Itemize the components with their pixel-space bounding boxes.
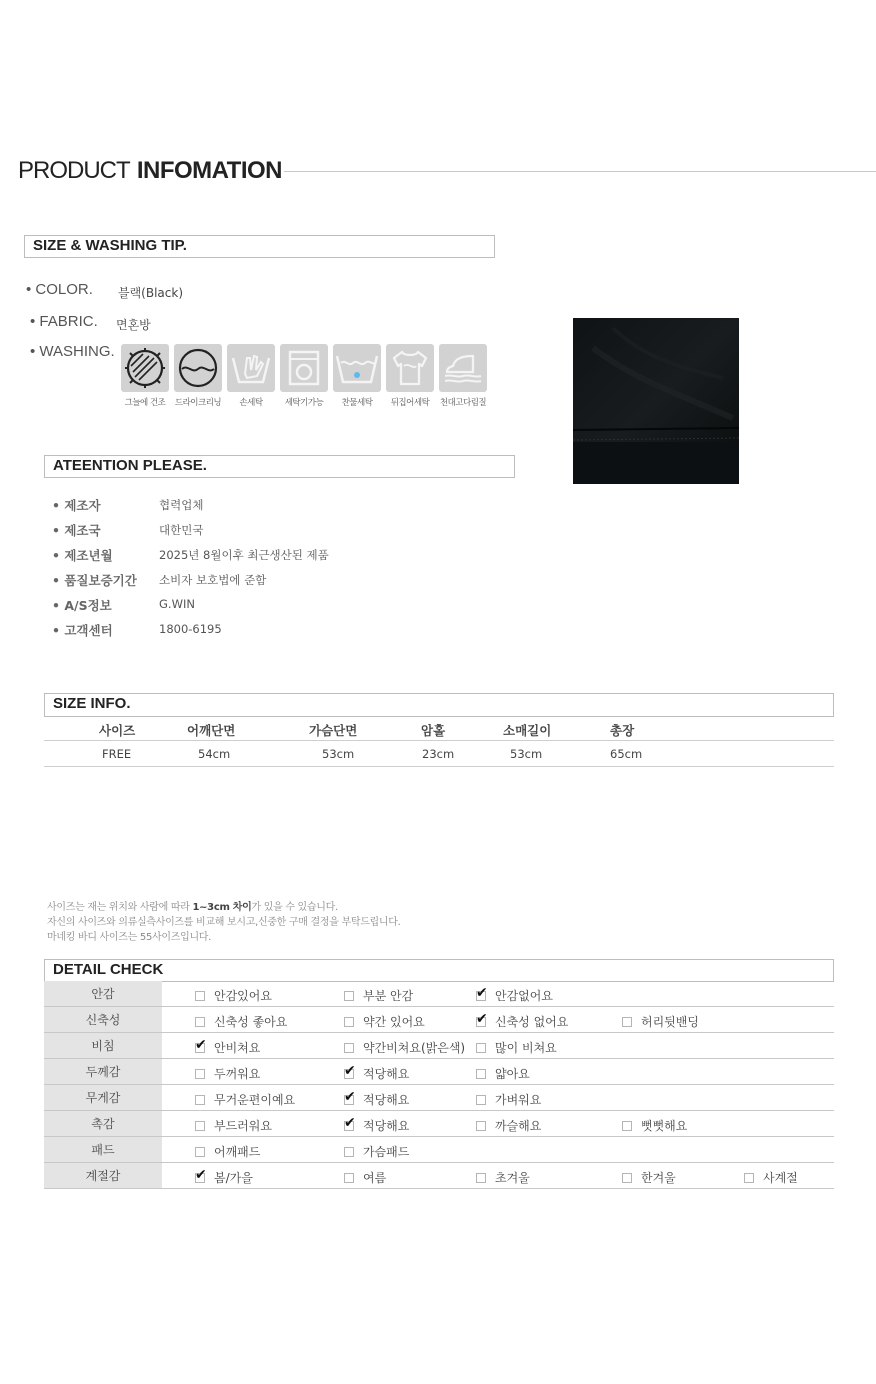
checkmark-icon: ✔ bbox=[476, 984, 488, 1001]
wash-caption: 뒤집어세탁 bbox=[390, 398, 430, 408]
detail-check-options bbox=[162, 1137, 834, 1163]
detail-check-row-label: 촉감 bbox=[44, 1111, 162, 1137]
checkmark-icon: ✔ bbox=[195, 1166, 207, 1183]
detail-check-options bbox=[162, 981, 834, 1007]
checkbox[interactable] bbox=[476, 1121, 486, 1131]
detail-check-option[interactable] bbox=[195, 1166, 253, 1186]
checkbox[interactable] bbox=[195, 991, 205, 1001]
color-label: • COLOR. bbox=[26, 281, 93, 298]
washing-section-header: SIZE & WASHING TIP. bbox=[24, 235, 495, 258]
detail-check-row-label: 계절감 bbox=[44, 1163, 162, 1189]
machine-wash-icon bbox=[280, 344, 328, 392]
checkbox-checked[interactable] bbox=[476, 1010, 488, 1027]
detail-check-options bbox=[162, 1059, 834, 1085]
detail-check-option[interactable] bbox=[476, 1039, 557, 1056]
detail-check-row bbox=[44, 1085, 834, 1111]
detail-check-option[interactable] bbox=[344, 1062, 410, 1082]
country-value: 대한민국 bbox=[159, 523, 204, 537]
detail-check-option-label: 적당해요 bbox=[363, 1067, 410, 1081]
detail-check-option[interactable] bbox=[344, 1143, 409, 1160]
size-table-divider bbox=[44, 740, 834, 741]
detail-check-option[interactable] bbox=[476, 984, 553, 1004]
size-note-line-3: 마네킹 바디 사이즈는 55사이즈입니다. bbox=[47, 932, 212, 943]
wash-caption: 천대고다림질 bbox=[439, 398, 487, 408]
checkbox-checked[interactable] bbox=[344, 1062, 356, 1079]
iron-cloth-icon bbox=[439, 344, 487, 392]
page-title bbox=[18, 156, 282, 185]
detail-check-row bbox=[44, 1137, 834, 1163]
detail-check-option[interactable] bbox=[344, 1169, 386, 1186]
detail-check-option[interactable] bbox=[195, 1013, 287, 1030]
detail-check-options bbox=[162, 1111, 834, 1137]
size-note-line-2: 자신의 사이즈와 의류실측사이즈를 비교해 보시고,신중한 구매 결정을 부탁드립니다. bbox=[47, 917, 401, 928]
detail-check-option[interactable] bbox=[622, 1013, 699, 1030]
checkbox-checked[interactable] bbox=[344, 1114, 356, 1131]
checkbox[interactable] bbox=[195, 1147, 205, 1157]
detail-check-option[interactable] bbox=[476, 1117, 541, 1134]
detail-check-option-label: 가벼워요 bbox=[495, 1093, 542, 1107]
detail-check-option-label: 초겨울 bbox=[495, 1171, 530, 1185]
size-header: 소매길이 bbox=[503, 723, 552, 738]
checkbox-checked[interactable] bbox=[344, 1088, 356, 1105]
detail-check-option[interactable] bbox=[476, 1065, 530, 1082]
detail-check-row-label: 비침 bbox=[44, 1033, 162, 1059]
country-label: • 제조국 bbox=[52, 523, 101, 538]
detail-check-option-label: 부드러워요 bbox=[214, 1119, 272, 1133]
detail-check-option-label: 약간비쳐요(밝은색) bbox=[363, 1041, 466, 1055]
checkbox[interactable] bbox=[344, 1147, 354, 1157]
checkbox[interactable] bbox=[195, 1069, 205, 1079]
size-value: 53cm bbox=[322, 747, 355, 761]
detail-check-option-label: 여름 bbox=[363, 1171, 387, 1185]
manufacture-date-value: 2025년 8월이후 최근생산된 제품 bbox=[159, 548, 329, 562]
detail-check-option[interactable] bbox=[195, 1117, 272, 1134]
size-header: 총장 bbox=[610, 723, 635, 738]
size-header: 사이즈 bbox=[99, 723, 136, 738]
detail-check-row-label: 안감 bbox=[44, 981, 162, 1007]
warranty-label: • 품질보증기간 bbox=[52, 573, 137, 588]
checkbox[interactable] bbox=[476, 1069, 486, 1079]
size-value: 65cm bbox=[610, 747, 643, 761]
checkbox[interactable] bbox=[476, 1173, 486, 1183]
title-divider bbox=[284, 171, 876, 172]
detail-check-option-label: 허리뒷밴딩 bbox=[641, 1015, 699, 1029]
fabric-label: • FABRIC. bbox=[30, 313, 98, 330]
detail-check-option-label: 얇아요 bbox=[495, 1067, 530, 1081]
detail-check-option[interactable] bbox=[344, 1013, 425, 1030]
detail-check-option[interactable] bbox=[195, 1036, 261, 1056]
detail-check-options bbox=[162, 1163, 834, 1189]
detail-check-option-label: 안비쳐요 bbox=[214, 1041, 261, 1055]
dry-clean-icon bbox=[174, 344, 222, 392]
wash-caption: 세탁기가능 bbox=[284, 398, 324, 408]
manufacturer-label: • 제조자 bbox=[52, 498, 101, 513]
size-value: 53cm bbox=[510, 747, 543, 761]
detail-check-row bbox=[44, 1007, 834, 1033]
attention-section-header: ATEENTION PLEASE. bbox=[44, 455, 515, 478]
detail-check-option[interactable] bbox=[476, 1169, 530, 1186]
fabric-value: 면혼방 bbox=[116, 318, 151, 332]
detail-check-option[interactable] bbox=[195, 1091, 295, 1108]
checkmark-icon: ✔ bbox=[195, 1036, 207, 1053]
size-header: 암홀 bbox=[421, 723, 446, 738]
checkbox[interactable] bbox=[344, 1017, 354, 1027]
detail-check-row bbox=[44, 981, 834, 1007]
detail-check-option-label: 한겨울 bbox=[641, 1171, 676, 1185]
detail-check-option[interactable] bbox=[622, 1117, 687, 1134]
detail-check-row bbox=[44, 1111, 834, 1137]
checkbox[interactable] bbox=[195, 1017, 205, 1027]
detail-check-option[interactable] bbox=[195, 1065, 260, 1082]
checkmark-icon: ✔ bbox=[344, 1088, 356, 1105]
checkbox-checked[interactable] bbox=[195, 1036, 207, 1053]
detail-check-option-label: 적당해요 bbox=[363, 1119, 410, 1133]
checkbox[interactable] bbox=[195, 1121, 205, 1131]
cold-wash-icon bbox=[333, 344, 381, 392]
detail-check-options bbox=[162, 1033, 834, 1059]
product-fabric-photo bbox=[573, 318, 739, 484]
hand-wash-icon bbox=[227, 344, 275, 392]
checkbox-checked[interactable] bbox=[476, 984, 488, 1001]
inside-out-icon bbox=[386, 344, 434, 392]
manufacturer-value: 협력업체 bbox=[159, 498, 204, 512]
detail-check-option-label: 안감있어요 bbox=[214, 989, 272, 1003]
customer-center-label: • 고객센터 bbox=[52, 623, 113, 638]
size-note-line-1: 사이즈는 재는 위치와 사람에 따라 1~3cm 차이가 있을 수 있습니다. bbox=[47, 902, 338, 913]
detail-check-option-label: 가슴패드 bbox=[363, 1145, 410, 1159]
detail-check-option[interactable] bbox=[476, 1010, 569, 1030]
detail-check-option-label: 까슬해요 bbox=[495, 1119, 542, 1133]
size-table-bottom-line bbox=[44, 766, 834, 767]
detail-check-option[interactable] bbox=[622, 1169, 676, 1186]
size-header: 어깨단면 bbox=[187, 723, 236, 738]
checkbox[interactable] bbox=[476, 1043, 486, 1053]
washing-label: • WASHING. bbox=[30, 343, 115, 360]
detail-check-options bbox=[162, 1007, 834, 1033]
detail-check-option-label: 뻣뻣해요 bbox=[641, 1119, 688, 1133]
detail-check-option[interactable] bbox=[744, 1169, 798, 1186]
wash-caption: 그늘에 건조 bbox=[124, 398, 166, 408]
detail-check-option[interactable] bbox=[195, 1143, 260, 1160]
detail-check-option[interactable] bbox=[344, 987, 413, 1004]
detail-check-option-label: 무거운편이예요 bbox=[214, 1093, 296, 1107]
checkbox[interactable] bbox=[195, 1095, 205, 1105]
wash-caption: 찬물세탁 bbox=[341, 398, 373, 408]
detail-check-row-label: 무게감 bbox=[44, 1085, 162, 1111]
wash-caption: 드라이크리닝 bbox=[174, 398, 222, 408]
wash-caption: 손세탁 bbox=[239, 398, 263, 408]
detail-check-option[interactable] bbox=[476, 1091, 541, 1108]
color-value: 블랙(Black) bbox=[118, 286, 184, 300]
detail-check-option-label: 많이 비쳐요 bbox=[495, 1041, 557, 1055]
checkbox[interactable] bbox=[622, 1017, 632, 1027]
detail-check-option-label: 두꺼워요 bbox=[214, 1067, 261, 1081]
manufacture-date-label: • 제조년월 bbox=[52, 548, 113, 563]
checkbox[interactable] bbox=[344, 1043, 354, 1053]
checkbox[interactable] bbox=[622, 1173, 632, 1183]
detail-check-row-label: 패드 bbox=[44, 1137, 162, 1163]
size-value: FREE bbox=[102, 747, 132, 761]
detail-check-option[interactable] bbox=[195, 987, 272, 1004]
detail-check-row bbox=[44, 1059, 834, 1085]
size-info-header: SIZE INFO. bbox=[44, 693, 834, 717]
detail-check-table bbox=[44, 981, 834, 1189]
detail-check-option-label: 부분 안감 bbox=[363, 989, 414, 1003]
detail-check-options bbox=[162, 1085, 834, 1111]
warranty-value: 소비자 보호법에 준함 bbox=[159, 573, 267, 587]
detail-check-option-label: 안감없어요 bbox=[495, 989, 553, 1003]
checkbox[interactable] bbox=[344, 991, 354, 1001]
checkbox[interactable] bbox=[622, 1121, 632, 1131]
page-title-light: PRODUCT bbox=[18, 157, 130, 184]
checkmark-icon: ✔ bbox=[344, 1062, 356, 1079]
shade-dry-icon bbox=[121, 344, 169, 392]
checkmark-icon: ✔ bbox=[344, 1114, 356, 1131]
detail-check-row bbox=[44, 1033, 834, 1059]
detail-check-option[interactable] bbox=[344, 1039, 465, 1056]
detail-check-option-label: 봄/가을 bbox=[214, 1171, 253, 1185]
customer-center-value: 1800-6195 bbox=[159, 622, 222, 636]
detail-check-row-label: 신축성 bbox=[44, 1007, 162, 1033]
detail-check-option[interactable] bbox=[344, 1088, 410, 1108]
detail-check-option[interactable] bbox=[344, 1114, 410, 1134]
detail-check-option-label: 어깨패드 bbox=[214, 1145, 261, 1159]
size-value: 23cm bbox=[422, 747, 455, 761]
checkmark-icon: ✔ bbox=[476, 1010, 488, 1027]
checkbox[interactable] bbox=[744, 1173, 754, 1183]
as-info-value: G.WIN bbox=[159, 597, 195, 611]
detail-check-option-label: 신축성 없어요 bbox=[495, 1015, 569, 1029]
detail-check-option-label: 적당해요 bbox=[363, 1093, 410, 1107]
detail-check-row-label: 두께감 bbox=[44, 1059, 162, 1085]
detail-check-header: DETAIL CHECK bbox=[44, 959, 834, 982]
detail-check-option-label: 신축성 좋아요 bbox=[214, 1015, 288, 1029]
page-title-bold: INFOMATION bbox=[136, 157, 283, 184]
detail-check-option-label: 사계절 bbox=[763, 1171, 798, 1185]
size-value: 54cm bbox=[198, 747, 231, 761]
checkbox-checked[interactable] bbox=[195, 1166, 207, 1183]
as-info-label: • A/S정보 bbox=[52, 598, 112, 613]
checkbox[interactable] bbox=[344, 1173, 354, 1183]
detail-check-row bbox=[44, 1163, 834, 1189]
size-header: 가슴단면 bbox=[309, 723, 358, 738]
detail-check-option-label: 약간 있어요 bbox=[363, 1015, 425, 1029]
checkbox[interactable] bbox=[476, 1095, 486, 1105]
